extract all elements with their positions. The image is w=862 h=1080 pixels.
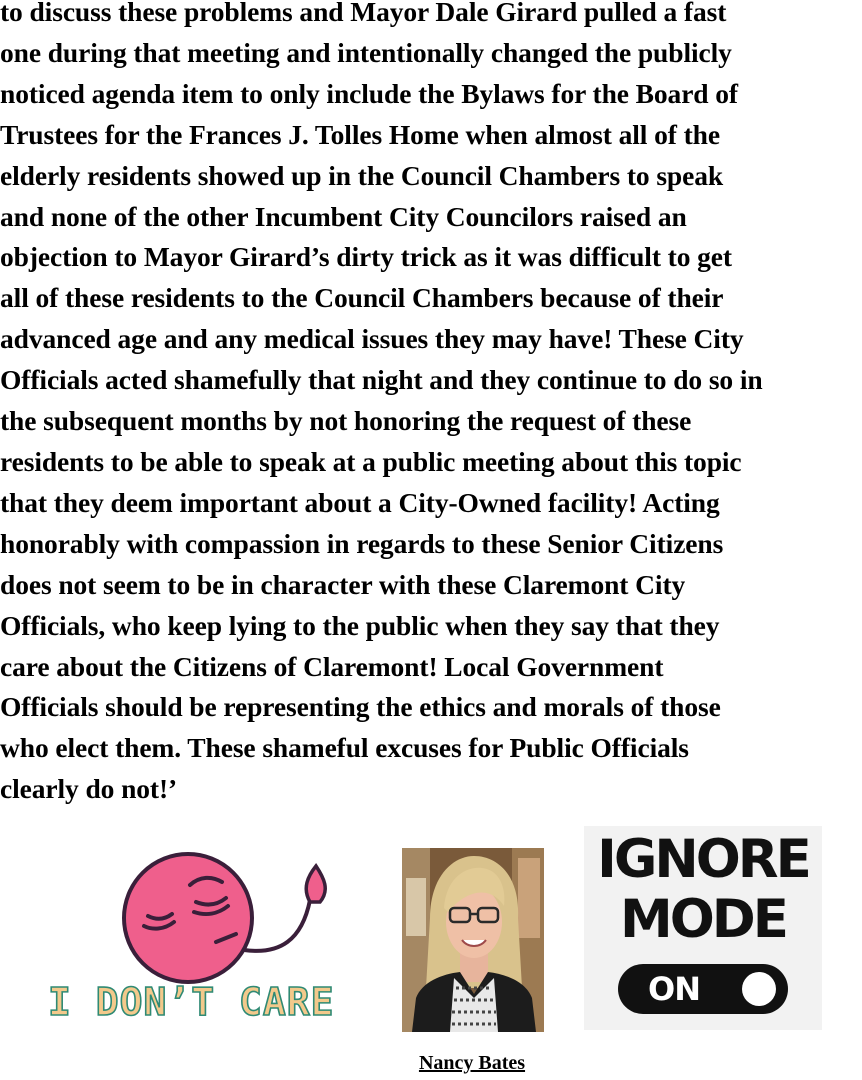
article-line: advanced age and any medical issues they may have! These City xyxy=(0,323,744,355)
article-line: the subsequent months by not honoring the request of these xyxy=(0,405,692,437)
article-line: one during that meeting and intentionally changed the publicly xyxy=(0,36,732,68)
bored-face-icon xyxy=(40,840,370,990)
article-line: who elect them. These shameful excuses for Public Officials xyxy=(0,732,689,764)
toggle-label: ON xyxy=(648,970,700,1008)
article-line: residents to be able to speak at a public meeting about this topic xyxy=(0,445,742,477)
i-dont-care-graphic xyxy=(40,840,370,1035)
ignore-text: IGNORE xyxy=(597,829,809,890)
article-line: to discuss these problems and Mayor Dale Girard pulled a fast xyxy=(0,0,727,27)
article-line: does not seem to be in character with these Claremont City xyxy=(0,568,686,600)
article-line: noticed agenda item to only include the Bylaws for the Board of xyxy=(0,77,738,109)
article-line: that they deem important about a City-Owned facility! Acting xyxy=(0,486,720,518)
article-line: Officials acted shamefully that night and they continue to do so in xyxy=(0,364,763,396)
portrait-photo xyxy=(402,848,544,1032)
article-line: clearly do not!’ xyxy=(0,773,178,805)
i-dont-care-caption: I DON’T CARE xyxy=(48,980,335,1024)
article-line: care about the Citizens of Claremont! Local Government xyxy=(0,650,664,682)
article-line: Trustees for the Frances J. Tolles Home when almost all of the xyxy=(0,118,720,150)
article-line: Officials should be representing the ethics and morals of those xyxy=(0,691,721,723)
person-portrait-icon xyxy=(402,848,544,1032)
article-line: Officials, who keep lying to the public when they say that they xyxy=(0,609,720,641)
article-line: all of these residents to the Council Chambers because of their xyxy=(0,282,724,314)
article-line: honorably with compassion in regards to these Senior Citizens xyxy=(0,527,724,559)
article-line: elderly residents showed up in the Council Chambers to speak xyxy=(0,159,724,191)
ignore-mode-sign xyxy=(584,826,822,1030)
toggle-switch-icon xyxy=(618,964,788,1014)
toggle-knob-icon xyxy=(742,972,776,1006)
article-line: and none of the other Incumbent City Councilors raised an xyxy=(0,200,687,232)
photo-caption: Nancy Bates xyxy=(418,1052,526,1074)
mode-text: MODE xyxy=(620,889,786,950)
article-line: objection to Mayor Girard’s dirty trick as it was difficult to get xyxy=(0,241,732,273)
